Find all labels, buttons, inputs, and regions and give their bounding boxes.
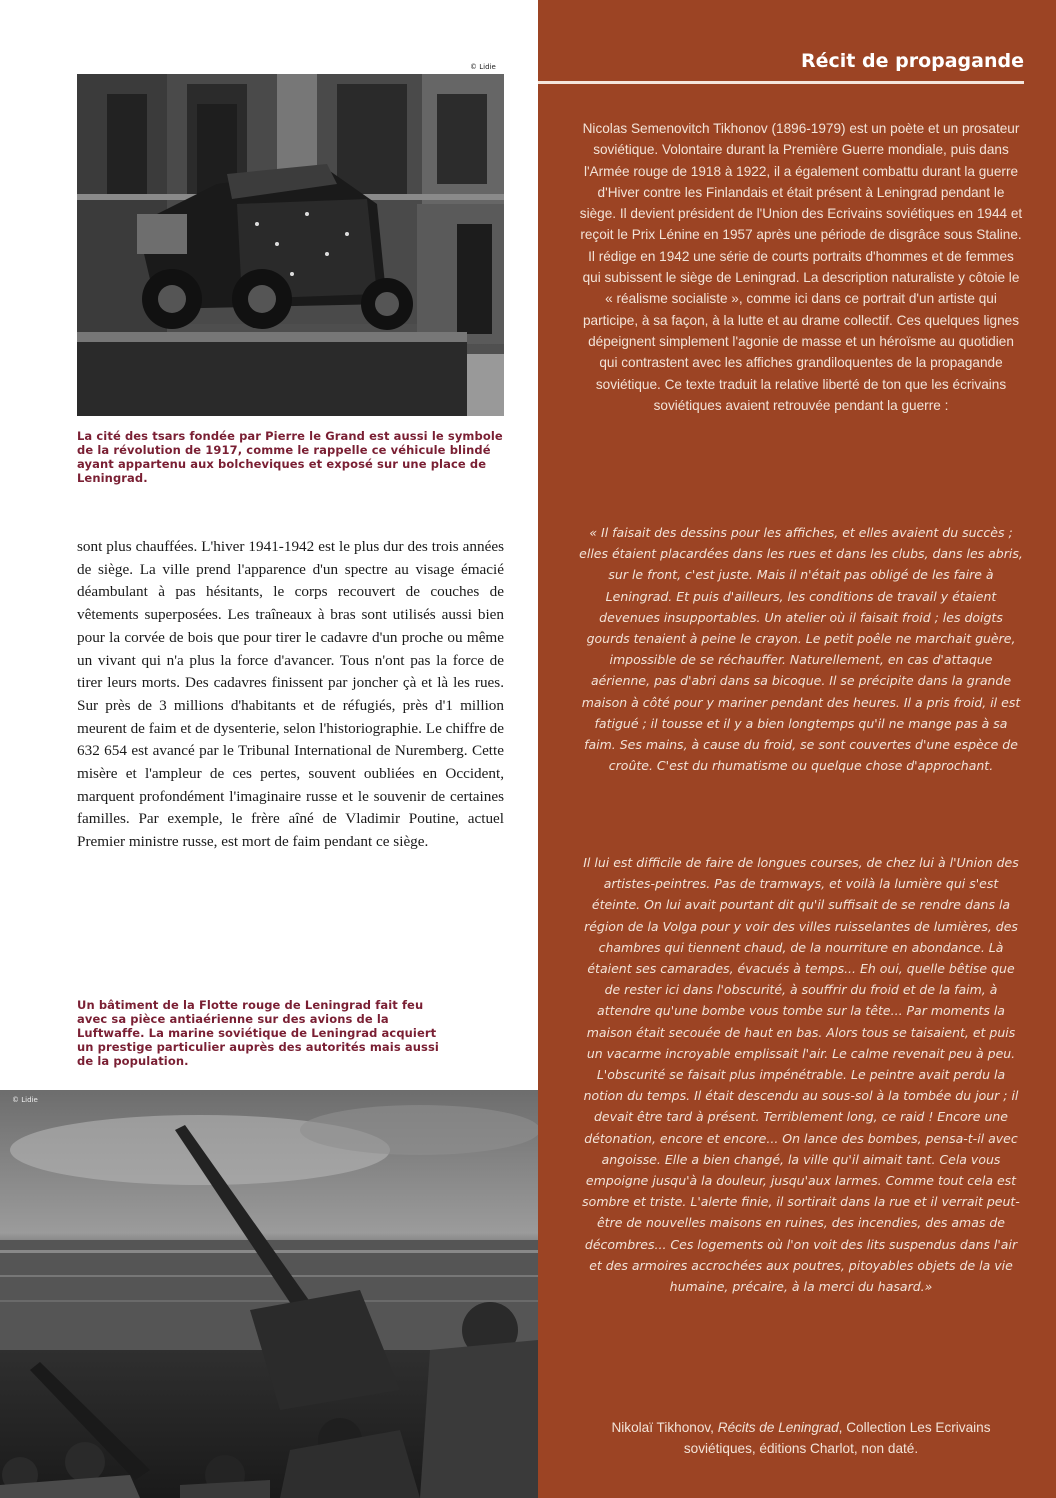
quote-source <box>578 1417 1024 1459</box>
quote-paragraph-1: « Il faisait des dessins pour les affiches, et elles avaient du succès ; elles étaient placardées dans les rues et dans les clubs, dans les abris, sur le front, c'est juste. Mais il n'était pas obligé de les faire à Leningrad. Et puis d'ailleurs, les conditions de travail y étaient devenues insupportables. Un atelier où il faisait froid ; les doigts gourds tenaient à peine le crayon. Le petit poêle ne marchait guère, impossible de se réchauffer. Naturellement, en cas d'attaque aérienne, pas d'abri dans sa bicoque. Il se précipite dans la grande maison à côté pour y mariner pendant des heures. Il a pris froid, il est fatigué ; il tousse et il y a bien longtemps qu'il ne mange pas à sa faim. Ses mains, à cause du froid, se sont couvertes d'une espèce de croûte. C'est du rhumatisme ou quelque chose d'approchant. <box>579 525 1023 774</box>
quote-part-1 <box>578 522 1024 776</box>
photo-caption-top: La cité des tsars fondée par Pierre le Grand est aussi le symbole de la révolution de 1917, comme le rappelle ce véhicule blindé ayant appartenu aux bolcheviques et exposé sur une place de Leningrad. <box>77 429 503 485</box>
armored-car-photo <box>77 74 504 416</box>
sidebar-panel <box>538 0 1056 1498</box>
source-details: , Collection Les Ecrivains soviétiques, éditions Charlot, non daté. <box>683 1420 991 1456</box>
title-divider <box>538 81 1024 84</box>
quote-paragraph-2: Il lui est difficile de faire de longues courses, de chez lui à l'Union des artistes-peintres. Pas de tramways, et voilà la lumière qui s'est éteinte. On lui avait pourtant dit qu'il suffisait de se rendre dans la région de la Volga pour y voir des villes ruisselantes de lumières, des chambres qui tiennent chaud, de la nourriture en abondance. Là étaient ses camarades, évacués à temps... Eh oui, quelle bêtise que de rester ici dans l'obscurité, à souffrir du froid et de la faim, à attendre qu'une bombe vous tombe sur la tête... Par moments la maison était secouée de haut en bas. Alors tous se taisaient, et puis un vacarme incroyable emplissait l'air. Le calme revenait peu à peu. L'obscurité se faisait plus impénétrable. Le peintre avait perdu la notion du temps. Il était descendu au sous-sol à la tombée du jour ; il devait être tard à présent. Terriblement long, ce raid ! Encore une détonation, encore et encore... On lance des bombes, pensa-t-il avec angoisse. Elle a bien changé, la ville qu'il aimait tant. Cela vous empoigne jusqu'à la douleur, jusqu'aux larmes. Comme tout cela est sombre et triste. L'alerte finie, il sortirait dans la rue et il verrait peut-être de nouvelles maisons en ruines, des incendies, des amas de décombres... Ces logements où l'on voit des lits suspendus dans l'air et des armoires accrochées aux poutres, pitoyables objets de la vie humaine, précaire, à la merci du hasard.» <box>582 855 1020 1295</box>
quote-part-2 <box>578 852 1024 1297</box>
source-author: Nikolaï Tikhonov, <box>611 1420 714 1435</box>
body-paragraph: sont plus chauffées. L'hiver 1941-1942 est le plus dur des trois années de siège. La ville prend l'apparence d'un spectre au visage émacié déambulant à pas hésitants, le corps recouvert de couches de vêtements superposées. Les traîneaux à bras sont utilisés aussi bien pour la corvée de bois que pour tirer le cadavre d'un proche ou même un vivant qui n'a plus la force d'avancer. Tous n'ont pas la force de tirer leurs morts. Des cadavres finissent par joncher çà et là les rues. Sur près de 3 millions d'habitants et de réfugiés, près d'1 million meurent de faim et de dysenterie, selon l'historiographie. Le chiffre de 632 654 est avancé par le Tribunal International de Nuremberg. Cette misère et l'ampleur de ces pertes, souvent oubliées en Occident, marquent profondément l'imaginaire russe et le souvenir de certaines familles. Par exemple, le frère aîné de Vladimir Poutine, actuel Premier ministre russe, est mort de faim pendant ce siège. <box>77 538 504 851</box>
author-introduction: Nicolas Semenovitch Tikhonov (1896-1979) est un poète et un prosateur soviétique. Volontaire durant la Première Guerre mondiale, puis dans l'Armée rouge de 1918 à 1922, il a également combattu durant la guerre d'Hiver contre les Finlandais et était présent à Leningrad pendant le siège. Il devient président de l'Union des Ecrivains soviétiques en 1944 et reçoit le Prix Lénine en 1957 après une période de disgrâce sous Staline. Il rédige en 1942 une série de courts portraits d'hommes et de femmes qui subissent le siège de Leningrad. La description naturaliste y côtoie le « réalisme socialiste », comme ici dans ce portrait d'un artiste qui participe, à sa façon, à la lutte et au drame collectif. Ces quelques lignes dépeignent simplement l'agonie de masse et un héroïsme au quotidien qui contrastent avec les affiches grandiloquentes de la propagande soviétique. Ce texte traduit la relative liberté de ton que les écrivains soviétiques avaient retrouvée pendant la guerre : <box>579 121 1023 413</box>
source-title: Récits de Leningrad <box>717 1420 839 1435</box>
sidebar-title: Récit de propagande <box>801 50 1024 72</box>
photo-caption-bottom: Un bâtiment de la Flotte rouge de Leningrad fait feu avec sa pièce antiaérienne sur des avions de la Luftwaffe. La marine soviétique de Leningrad acquiert un prestige particulier auprès des autorités mais aussi de la population. <box>77 998 439 1068</box>
anti-aircraft-gun-photo <box>0 1090 538 1498</box>
photo-credit-top: © Lidie <box>470 63 496 71</box>
photo-credit-bottom: © Lidie <box>12 1096 38 1104</box>
